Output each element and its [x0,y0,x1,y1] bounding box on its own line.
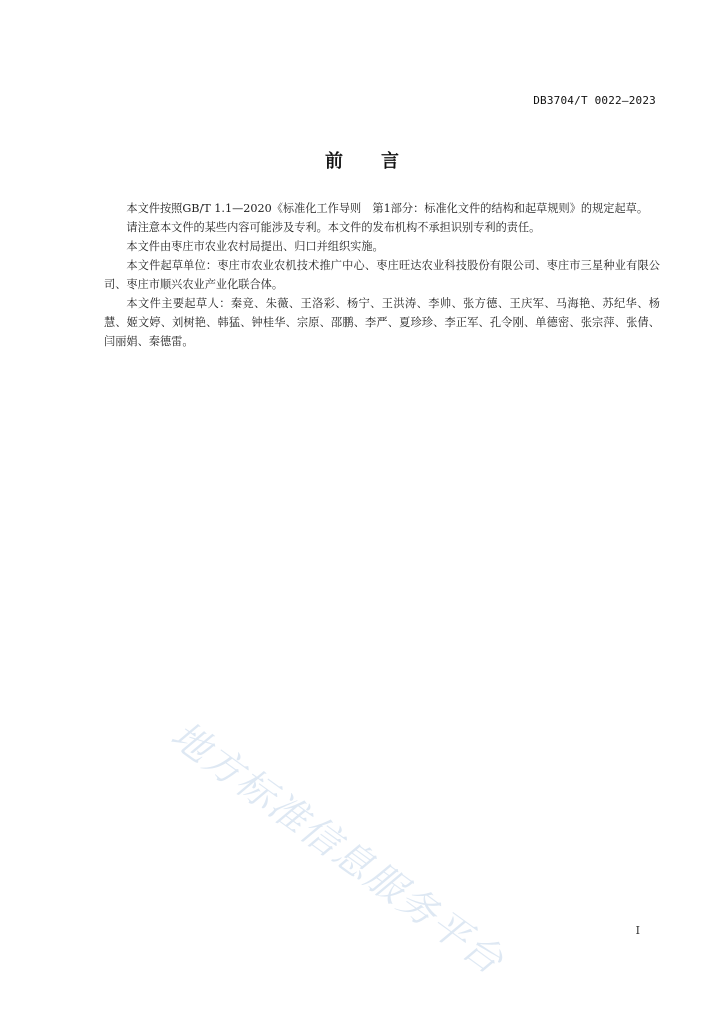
paragraph-patent-notice: 请注意本文件的某些内容可能涉及专利。本文件的发布机构不承担识别专利的责任。 [126,221,541,234]
watermark: 地方标准信息服务平台 [163,712,513,984]
foreword-body [104,199,660,351]
paragraph-proposer: 本文件由枣庄市农业农村局提出、归口并组织实施。 [126,240,384,253]
title-char-2: 言 [381,151,399,172]
paragraph-drafters: 本文件主要起草人：秦竞、朱薇、王洛彩、杨宁、王洪涛、李帅、张方德、王庆军、马海艳、苏纪华、杨慧、姬文婷、刘树艳、韩猛、钟桂华、宗原、邵鹏、李严、夏珍珍、李正军、孔令刚、单德密、张宗萍、张倩、闫丽娟、秦德雷。 [104,297,660,348]
document-code: DB3704/T 0022—2023 [533,94,656,107]
paragraph-drafting-basis: 本文件按照GB/T 1.1—2020《标准化工作导则 第1部分：标准化文件的结构和起草规则》的规定起草。 [126,202,649,215]
paragraph-drafting-units: 本文件起草单位：枣庄市农业农机技术推广中心、枣庄旺达农业科技股份有限公司、枣庄市三星种业有限公司、枣庄市顺兴农业产业化联合体。 [104,259,660,291]
page-number: I [635,924,640,937]
title-char-1: 前 [325,151,343,172]
section-title [0,147,724,173]
